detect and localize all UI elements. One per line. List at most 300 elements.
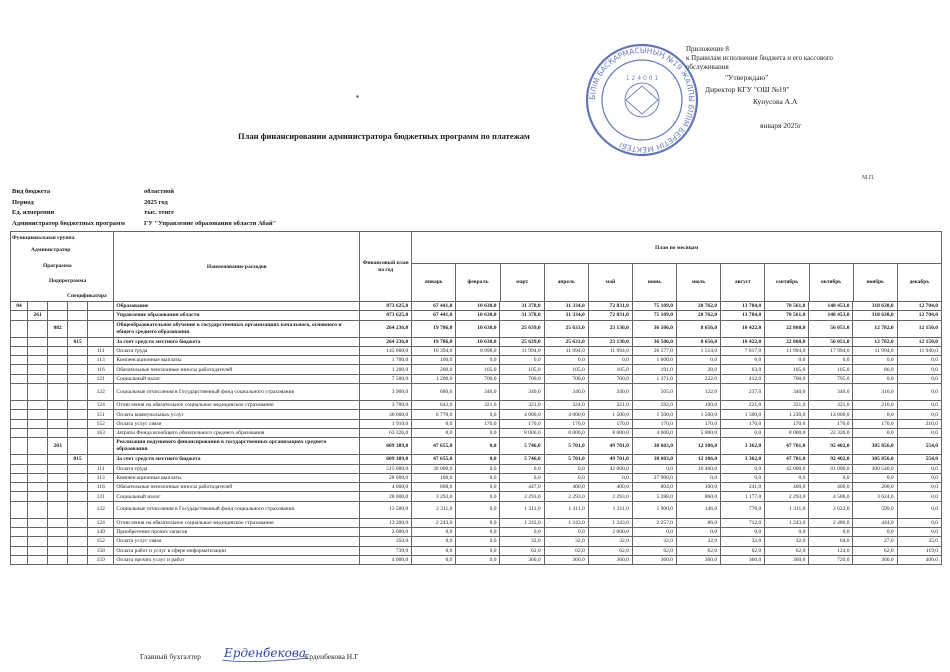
- month-header: июнь: [633, 264, 677, 301]
- expense-name-cell: Управление образования области: [114, 311, 360, 320]
- month-value-cell: 321,0: [809, 401, 853, 410]
- month-value-cell: 0,0: [632, 528, 676, 537]
- month-value-cell: 1 243,0: [765, 518, 809, 527]
- month-value-cell: 56 051,0: [809, 337, 853, 346]
- month-value-cell: 0,0: [544, 473, 588, 482]
- code-cell: [68, 320, 88, 337]
- code-cell: 111: [88, 464, 114, 473]
- month-value-cell: 5 701,0: [544, 455, 588, 464]
- month-value-cell: 11 994,0: [765, 346, 809, 355]
- month-header: сентябрь: [765, 264, 809, 301]
- month-value-cell: 700,0: [544, 374, 588, 383]
- table-row: [11, 455, 942, 464]
- month-value-cell: 13 784,0: [721, 311, 765, 320]
- code-cell: [48, 546, 68, 555]
- month-value-cell: 12 150,0: [897, 337, 941, 346]
- code-cell: 122: [88, 384, 114, 401]
- code-cell: [11, 374, 28, 383]
- month-value-cell: 0,0: [456, 438, 500, 455]
- code-cell: [68, 464, 88, 473]
- code-cell: [11, 428, 28, 437]
- meta-row: Вид бюджета областной: [12, 188, 175, 195]
- expense-name-cell: Оплата прочих услуг и работ: [114, 555, 360, 564]
- code-cell: 122: [88, 501, 114, 518]
- code-cell: [48, 302, 68, 311]
- table-row: [11, 555, 942, 564]
- month-value-cell: 0,0: [456, 483, 500, 492]
- code-cell: [48, 483, 68, 492]
- table-header-row: [11, 232, 942, 302]
- table-row: [11, 428, 942, 437]
- month-value-cell: 0,0: [544, 356, 588, 365]
- month-value-cell: 12 150,0: [897, 320, 941, 337]
- code-cell: 116: [88, 483, 114, 492]
- code-cell: [11, 401, 28, 410]
- month-value-cell: 1 600,0: [632, 356, 676, 365]
- annual-plan-cell: 350,0: [360, 537, 412, 546]
- annual-plan-cell: 3 700,0: [360, 401, 412, 410]
- month-value-cell: 360,0: [588, 555, 632, 564]
- codes-header: [11, 232, 114, 302]
- month-value-cell: 210,0: [897, 419, 941, 428]
- month-value-cell: 47 655,0: [412, 455, 456, 464]
- code-cell: [68, 483, 88, 492]
- approval-director: Директор КГУ "ОШ №19": [705, 85, 790, 94]
- month-value-cell: 8 000,0: [765, 428, 809, 437]
- code-cell: 04: [11, 302, 28, 311]
- month-value-cell: 25 639,0: [500, 320, 544, 337]
- month-header: ноябрь: [854, 264, 898, 301]
- appendix-line-1: Приложение 8: [686, 45, 729, 53]
- code-cell: 111: [88, 346, 114, 355]
- month-value-cell: 0,0: [853, 428, 897, 437]
- month-value-cell: 56 051,0: [809, 320, 853, 337]
- code-cell: 152: [88, 537, 114, 546]
- code-cell: 015: [68, 337, 88, 346]
- annual-plan-cell: 1 910,0: [360, 419, 412, 428]
- month-value-cell: 32,0: [544, 537, 588, 546]
- code-cell: [48, 428, 68, 437]
- month-value-cell: 1 243,0: [500, 518, 544, 527]
- appendix-line-3: обслуживания: [686, 63, 729, 71]
- round-seal: [582, 40, 702, 160]
- month-value-cell: 1 311,0: [544, 501, 588, 518]
- meta-row: Период 2025 год: [12, 198, 168, 206]
- month-value-cell: 0,0: [897, 501, 941, 518]
- annual-plan-cell: 7 500,0: [360, 374, 412, 383]
- month-value-cell: 1 230,0: [765, 410, 809, 419]
- code-cell: [68, 428, 88, 437]
- month-value-cell: 13 784,0: [721, 302, 765, 311]
- code-cell: 261: [28, 311, 48, 320]
- month-value-cell: 5 000,0: [676, 428, 720, 437]
- expense-name-cell: Оплата труда: [114, 346, 360, 355]
- code-cell: [68, 438, 88, 455]
- code-cell: [11, 518, 28, 527]
- code-cell: [28, 492, 48, 501]
- month-value-cell: 808,0: [412, 483, 456, 492]
- month-value-cell: 8 000,0: [544, 428, 588, 437]
- month-value-cell: 0,0: [765, 528, 809, 537]
- code-cell: [28, 337, 48, 346]
- annual-plan-cell: 28 000,0: [360, 492, 412, 501]
- month-value-cell: 0,0: [853, 528, 897, 537]
- month-value-cell: 12 704,0: [897, 302, 941, 311]
- month-value-cell: 3 362,0: [721, 438, 765, 455]
- month-value-cell: 2 257,0: [632, 518, 676, 527]
- code-cell: [11, 311, 28, 320]
- month-value-cell: 32,0: [676, 537, 720, 546]
- code-cell: [11, 419, 28, 428]
- month-value-cell: 360,0: [721, 555, 765, 564]
- month-value-cell: 0,0: [897, 473, 941, 482]
- expense-name-cell: Отчисления на обязательное социальное медицинское страхование: [114, 518, 360, 527]
- month-value-cell: 1 200,0: [412, 374, 456, 383]
- month-value-cell: 38 603,0: [632, 455, 676, 464]
- month-value-cell: 400,0: [588, 483, 632, 492]
- code-cell: [11, 473, 28, 482]
- month-value-cell: 0,0: [412, 555, 456, 564]
- table-row: [11, 483, 942, 492]
- month-value-cell: 72 831,0: [588, 302, 632, 311]
- code-cell: [48, 528, 68, 537]
- table-row: [11, 311, 942, 320]
- code-cell: [28, 365, 48, 374]
- month-value-cell: 105,0: [500, 365, 544, 374]
- month-value-cell: 81 000,0: [809, 464, 853, 473]
- header-admin: Администратор: [31, 247, 71, 253]
- code-cell: 121: [88, 492, 114, 501]
- table-row: [11, 438, 942, 455]
- month-value-cell: 340,0: [765, 384, 809, 401]
- code-cell: [28, 302, 48, 311]
- code-cell: [11, 464, 28, 473]
- month-value-cell: 412,0: [721, 374, 765, 383]
- month-value-cell: 10 630,0: [456, 337, 500, 346]
- month-value-cell: 2 000,0: [588, 528, 632, 537]
- month-value-cell: 2 622,0: [809, 501, 853, 518]
- month-value-cell: 31 334,0: [544, 311, 588, 320]
- expense-name-cell: Обязательные пенсионные взносы работодателей: [114, 483, 360, 492]
- month-value-cell: 0,0: [456, 464, 500, 473]
- month-value-cell: 2 293,0: [588, 492, 632, 501]
- table-row: [11, 356, 942, 365]
- month-value-cell: 318 638,0: [853, 311, 897, 320]
- code-cell: [48, 537, 68, 546]
- month-value-cell: 5 746,0: [500, 438, 544, 455]
- header-monthly: План по месяцам: [412, 232, 941, 264]
- expense-name-cell: Образование: [114, 302, 360, 311]
- month-value-cell: 3 362,0: [721, 455, 765, 464]
- header-program: Программа: [43, 263, 72, 269]
- month-value-cell: 64,0: [809, 537, 853, 546]
- header-subprogram: Подпрограмма: [49, 278, 87, 284]
- table-row: [11, 473, 942, 482]
- annual-plan-cell: 609 389,0: [360, 455, 412, 464]
- month-value-cell: 2 293,0: [765, 492, 809, 501]
- month-value-cell: 27,0: [853, 537, 897, 546]
- code-cell: [11, 410, 28, 419]
- month-value-cell: 124,0: [809, 546, 853, 555]
- annual-plan-cell: 4 000,0: [360, 555, 412, 564]
- expense-name-cell: Социальные отчисления в Государственный фонд социального страхования: [114, 384, 360, 401]
- code-cell: [48, 384, 68, 401]
- month-value-cell: 70 561,0: [765, 311, 809, 320]
- annual-plan-cell: 13 500,0: [360, 501, 412, 518]
- month-value-cell: 360,0: [853, 555, 897, 564]
- annual-plan-cell: 515 000,0: [360, 464, 412, 473]
- expense-name-cell: Оплата коммунальных услуг: [114, 410, 360, 419]
- code-cell: 124: [88, 401, 114, 410]
- month-value-cell: 0,0: [456, 410, 500, 419]
- month-value-cell: 62,0: [544, 546, 588, 555]
- month-value-cell: 1 500,0: [588, 410, 632, 419]
- month-value-cell: 0,0: [897, 518, 941, 527]
- month-value-cell: 17 994,0: [809, 346, 853, 355]
- code-cell: 151: [88, 410, 114, 419]
- code-cell: [11, 320, 28, 337]
- month-value-cell: 444,0: [853, 518, 897, 527]
- financing-table: [10, 231, 942, 565]
- table-row: [11, 537, 942, 546]
- month-value-cell: 67 441,0: [412, 311, 456, 320]
- month-value-cell: 1 900,0: [632, 501, 676, 518]
- code-cell: [88, 438, 114, 455]
- month-value-cell: 0,0: [853, 410, 897, 419]
- table-row: [11, 464, 942, 473]
- month-value-cell: 400,0: [765, 483, 809, 492]
- month-value-cell: 241,0: [721, 483, 765, 492]
- month-value-cell: 10 460,0: [676, 464, 720, 473]
- signature-scribble: Ерденбекова: [224, 646, 307, 660]
- table-row: [11, 501, 942, 518]
- month-value-cell: 100,0: [676, 401, 720, 410]
- code-cell: [88, 337, 114, 346]
- month-value-cell: 0,0: [632, 464, 676, 473]
- month-value-cell: 0,0: [456, 356, 500, 365]
- annual-plan-cell: 609 389,0: [360, 438, 412, 455]
- month-value-cell: 1 311,0: [765, 501, 809, 518]
- month-value-cell: 86,0: [853, 365, 897, 374]
- month-value-cell: 505,0: [632, 384, 676, 401]
- month-value-cell: 1 243,0: [544, 518, 588, 527]
- month-value-cell: 4 000,0: [632, 428, 676, 437]
- table-row: [11, 492, 942, 501]
- month-value-cell: 39 000,0: [412, 464, 456, 473]
- month-value-cell: 0,0: [897, 365, 941, 374]
- code-cell: [11, 455, 28, 464]
- code-cell: [48, 419, 68, 428]
- month-value-cell: 12 782,0: [853, 320, 897, 337]
- code-cell: [28, 555, 48, 564]
- month-value-cell: 0,0: [456, 501, 500, 518]
- seal-text: БІЛІМ БАСҚАРМАСЫНЫҢ №19 ЖАЛПЫ БІЛІМ БЕРЕТІН МЕКТЕБІ: [587, 45, 697, 155]
- code-cell: [68, 302, 88, 311]
- month-value-cell: 8 000,0: [500, 428, 544, 437]
- month-value-cell: 3 293,0: [412, 492, 456, 501]
- month-value-cell: 22 326,0: [809, 428, 853, 437]
- month-value-cell: 778,0: [721, 501, 765, 518]
- month-value-cell: 23 130,0: [588, 337, 632, 346]
- month-value-cell: 12 704,0: [897, 311, 941, 320]
- month-value-cell: 22 860,0: [765, 337, 809, 346]
- month-value-cell: 32,0: [632, 537, 676, 546]
- month-value-cell: 0,0: [897, 464, 941, 473]
- month-value-cell: 32,0: [588, 537, 632, 546]
- month-value-cell: 0,0: [544, 528, 588, 537]
- code-cell: 121: [88, 374, 114, 383]
- code-cell: [28, 528, 48, 537]
- expense-name-cell: Компенсационные выплаты: [114, 356, 360, 365]
- expense-name-cell: Приобретение прочих запасов: [114, 528, 360, 537]
- month-value-cell: 10 630,0: [456, 320, 500, 337]
- code-cell: [68, 410, 88, 419]
- month-value-cell: 170,0: [588, 419, 632, 428]
- month-value-cell: 0,0: [456, 537, 500, 546]
- month-value-cell: 170,0: [809, 419, 853, 428]
- month-value-cell: 5 288,0: [632, 492, 676, 501]
- code-cell: [11, 346, 28, 355]
- month-header: март: [501, 264, 545, 301]
- month-value-cell: 8 656,0: [676, 320, 720, 337]
- month-value-cell: 11 994,0: [500, 346, 544, 355]
- code-cell: 082: [48, 320, 68, 337]
- code-cell: 113: [88, 356, 114, 365]
- month-value-cell: 105,0: [456, 365, 500, 374]
- month-header: май: [589, 264, 633, 301]
- month-header: февраль: [456, 264, 500, 301]
- table-row: [11, 546, 942, 555]
- code-cell: [48, 356, 68, 365]
- month-value-cell: 11 994,0: [588, 346, 632, 355]
- code-cell: [11, 492, 28, 501]
- code-cell: [11, 384, 28, 401]
- month-value-cell: 7 817,0: [721, 346, 765, 355]
- code-cell: 149: [88, 528, 114, 537]
- month-value-cell: 1 500,0: [632, 410, 676, 419]
- month-value-cell: 38 603,0: [632, 438, 676, 455]
- month-value-cell: 321,0: [765, 401, 809, 410]
- code-cell: [11, 528, 28, 537]
- month-value-cell: 42 000,0: [765, 464, 809, 473]
- month-value-cell: 0,0: [765, 473, 809, 482]
- month-value-cell: 300 540,0: [853, 464, 897, 473]
- month-value-cell: 170,0: [456, 419, 500, 428]
- code-cell: [48, 518, 68, 527]
- month-value-cell: 11 994,0: [544, 346, 588, 355]
- month-header: апрель: [545, 264, 589, 301]
- month-value-cell: 105,0: [765, 365, 809, 374]
- month-value-cell: 795,0: [809, 374, 853, 383]
- code-cell: [68, 501, 88, 518]
- month-value-cell: 221,0: [721, 401, 765, 410]
- code-cell: [88, 320, 114, 337]
- code-cell: [28, 384, 48, 401]
- month-value-cell: 62,0: [721, 546, 765, 555]
- month-value-cell: 0,0: [853, 473, 897, 482]
- month-value-cell: 340,0: [544, 384, 588, 401]
- month-value-cell: 680,0: [412, 384, 456, 401]
- code-cell: 163: [88, 428, 114, 437]
- month-value-cell: 11 994,0: [853, 346, 897, 355]
- code-cell: 015: [68, 455, 88, 464]
- month-value-cell: 360,0: [500, 555, 544, 564]
- month-value-cell: 222,0: [676, 374, 720, 383]
- code-cell: [28, 428, 48, 437]
- month-value-cell: 42 000,0: [588, 464, 632, 473]
- month-value-cell: 0,0: [897, 428, 941, 437]
- code-cell: [68, 311, 88, 320]
- meta-block: [12, 187, 276, 229]
- month-value-cell: 170,0: [544, 419, 588, 428]
- month-value-cell: 4 000,0: [544, 410, 588, 419]
- month-value-cell: 62,0: [853, 546, 897, 555]
- code-cell: [68, 419, 88, 428]
- expense-name-cell: Оплата услуг связи: [114, 419, 360, 428]
- month-value-cell: 599,0: [853, 501, 897, 518]
- month-value-cell: 0,0: [500, 356, 544, 365]
- month-value-cell: 2 293,0: [544, 492, 588, 501]
- month-value-cell: 1 500,0: [676, 410, 720, 419]
- month-value-cell: 400,0: [897, 555, 941, 564]
- month-header: июль: [677, 264, 721, 301]
- month-value-cell: 25 633,0: [544, 337, 588, 346]
- month-value-cell: 0,0: [456, 428, 500, 437]
- code-cell: 124: [88, 518, 114, 527]
- code-cell: [68, 473, 88, 482]
- month-value-cell: 321,0: [588, 401, 632, 410]
- table-row: [11, 374, 942, 383]
- month-value-cell: 0,0: [897, 401, 941, 410]
- code-cell: [68, 492, 88, 501]
- month-value-cell: 19 786,0: [412, 320, 456, 337]
- svg-text:БІЛІМ БАСҚАРМАСЫНЫҢ №19 ЖАЛПЫ: [588, 46, 696, 154]
- month-value-cell: 1 514,0: [676, 346, 720, 355]
- annual-plan-cell: 264 236,0: [360, 337, 412, 346]
- month-value-cell: 2 311,0: [412, 501, 456, 518]
- month-value-cell: 0,0: [676, 356, 720, 365]
- code-cell: [48, 374, 68, 383]
- month-value-cell: 36 506,0: [632, 337, 676, 346]
- annual-plan-cell: 2 000,0: [360, 528, 412, 537]
- code-cell: [88, 302, 114, 311]
- code-cell: 116: [88, 365, 114, 374]
- month-value-cell: 1 243,0: [588, 518, 632, 527]
- month-value-cell: 0,0: [721, 356, 765, 365]
- code-cell: [48, 492, 68, 501]
- code-cell: [68, 401, 88, 410]
- month-value-cell: 25 633,0: [544, 320, 588, 337]
- month-value-cell: 26 577,0: [632, 346, 676, 355]
- month-header: август: [721, 264, 765, 301]
- month-value-cell: 592,0: [632, 401, 676, 410]
- code-cell: [11, 483, 28, 492]
- annual-plan-cell: 739,0: [360, 546, 412, 555]
- annual-plan-cell: 36 000,0: [360, 410, 412, 419]
- code-cell: [48, 346, 68, 355]
- month-value-cell: 0,0: [721, 473, 765, 482]
- code-cell: [68, 537, 88, 546]
- month-header: октябрь: [810, 264, 854, 301]
- month-value-cell: 5 701,0: [544, 438, 588, 455]
- meta-row: Ед. измерении тыс. тенге: [12, 209, 174, 216]
- month-value-cell: 216,0: [853, 401, 897, 410]
- month-value-cell: 360,0: [632, 555, 676, 564]
- month-value-cell: 0,0: [721, 464, 765, 473]
- month-value-cell: 0,0: [809, 356, 853, 365]
- table-row: [11, 365, 942, 374]
- month-value-cell: 700,0: [765, 374, 809, 383]
